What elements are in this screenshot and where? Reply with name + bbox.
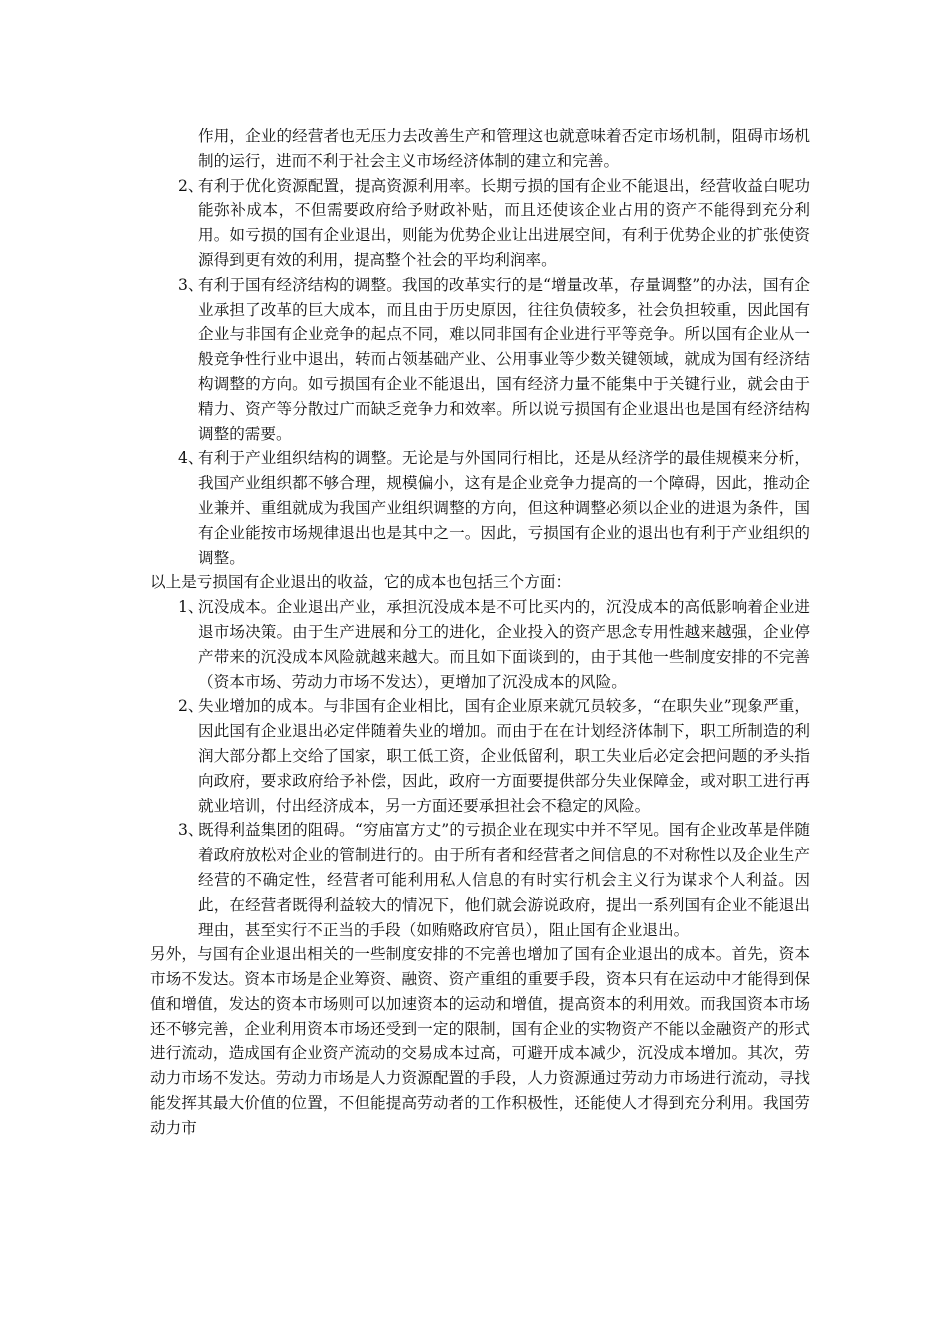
- item-number: 3、: [178, 821, 204, 840]
- cost-item-3: [150, 818, 810, 942]
- benefit-item-2: [150, 174, 810, 273]
- list-item-continuation: [150, 124, 810, 174]
- closing-paragraph: 另外，与国有企业退出相关的一些制度安排的不完善也增加了国有企业退出的成本。首先，资本市场不发达。资本市场是企业筹资、融资、资产重组的重要手段，资本只有在运动中才能得到保值和增值，发达的资本市场则可以加速资本的运动和增值，提高资本的利用效。而我国资本市场还不够完善，企业利用资本市场还受到一定的限制，国有企业的实物资产不能以金融资产的形式进行流动，造成国有企业资产流动的交易成本过高，可避开成本减少，沉没成本增加。其次，劳动力市场不发达。劳动力市场是人力资源配置的手段，人力资源通过劳动力市场进行流动，寻找能发挥其最大价值的位置，不但能提高劳动者的工作积极性，还能使人才得到充分利用。我国劳动力市: [150, 945, 810, 1137]
- item-number: 4、: [178, 449, 204, 468]
- item-text: 失业增加的成本。与非国有企业相比，国有企业原来就冗员较多，“在职失业”现象严重，因此国有企业退出必定伴随着失业的增加。而由于在在计划经济体制下，职工所制造的利润大部分都上交给了国家，职工低工资，企业低留利，职工失业后必定会把问题的矛头指向政府，要求政府给予补偿，因此，政府一方面要提供部分失业保障金，或对职工进行再就业培训，付出经济成本，另一方面还要承担社会不稳定的风险。: [198, 697, 810, 815]
- item-text: 有利于国有经济结构的调整。我国的改革实行的是“增量改革，存量调整”的办法，国有企业承担了改革的巨大成本，而且由于历史原因，往往负债较多，社会负担较重，因此国有企业与非国有企业竞争的起点不同，难以同非国有企业进行平等竞争。所以国有企业从一般竞争性行业中退出，转而占领基础产业、公用事业等少数关键领域，就成为国有经济结构调整的方向。如亏损国有企业不能退出，国有经济力量不能集中于关键行业，就会由于精力、资产等分散过广而缺乏竞争力和效率。所以说亏损国有企业退出也是国有经济结构调整的需要。: [198, 275, 810, 443]
- item-text: 有利于产业组织结构的调整。无论是与外国同行相比，还是从经济学的最佳规模来分析，我国产业组织都不够合理，规模偏小，这有是企业竞争力提高的一个障碍，因此，推动企业兼并、重组就成为我国产业组织调整的方向，但这种调整必须以企业的进退为条件，国有企业能按市场规律退出也是其中之一。因此，亏损国有企业的退出也有利于产业组织的调整。: [198, 449, 810, 567]
- item-number: 1、: [178, 598, 204, 617]
- item-text: 既得利益集团的阻碍。“穷庙富方丈”的亏损企业在现实中并不罕见。国有企业改革是伴随着政府放松对企业的管制进行的。由于所有者和经营者之间信息的不对称性以及企业生产经营的不确定性，经营者可能利用私人信息的有时实行机会主义行为谋求个人利益。因此，在经营者既得利益较大的情况下，他们就会游说政府，提出一系列国有企业不能退出理由，甚至实行不正当的手段（如贿赂政府官员），阻止国有企业退出。: [198, 821, 810, 939]
- benefit-item-4: [150, 446, 810, 570]
- item-number: 2、: [178, 176, 204, 195]
- benefit-item-3: [150, 273, 810, 447]
- document-body: [150, 124, 810, 1141]
- item-text: 有利于优化资源配置，提高资源利用率。长期亏损的国有企业不能退出，经营收益白呢功能弥补成本，不但需要政府给予财政补贴，而且还使该企业占用的资产不能得到充分利用。如亏损的国有企业退出，则能为优势企业让出进展空间，有利于优势企业的扩张使资源得到更有效的利用，提高整个社会的平均利润率。: [198, 176, 810, 269]
- cost-intro-paragraph: 以上是亏损国有企业退出的收益，它的成本也包括三个方面：: [150, 573, 572, 592]
- paragraph-text: 作用，企业的经营者也无压力去改善生产和管理这也就意味着否定市场机制，阻碍市场机制的运行，进而不利于社会主义市场经济体制的建立和完善。: [198, 127, 810, 170]
- item-text: 沉没成本。企业退出产业，承担沉没成本是不可比买内的，沉没成本的高低影响着企业进退市场决策。由于生产进展和分工的进化，企业投入的资产思念专用性越来越强，企业停产带来的沉没成本风险就越来越大。而且如下面谈到的，由于其他一些制度安排的不完善（资本市场、劳动力市场不发达），更增加了沉没成本的风险。: [198, 598, 810, 691]
- item-number: 2、: [178, 697, 204, 716]
- cost-item-1: [150, 595, 810, 694]
- item-number: 3、: [178, 275, 204, 294]
- cost-item-2: [150, 694, 810, 818]
